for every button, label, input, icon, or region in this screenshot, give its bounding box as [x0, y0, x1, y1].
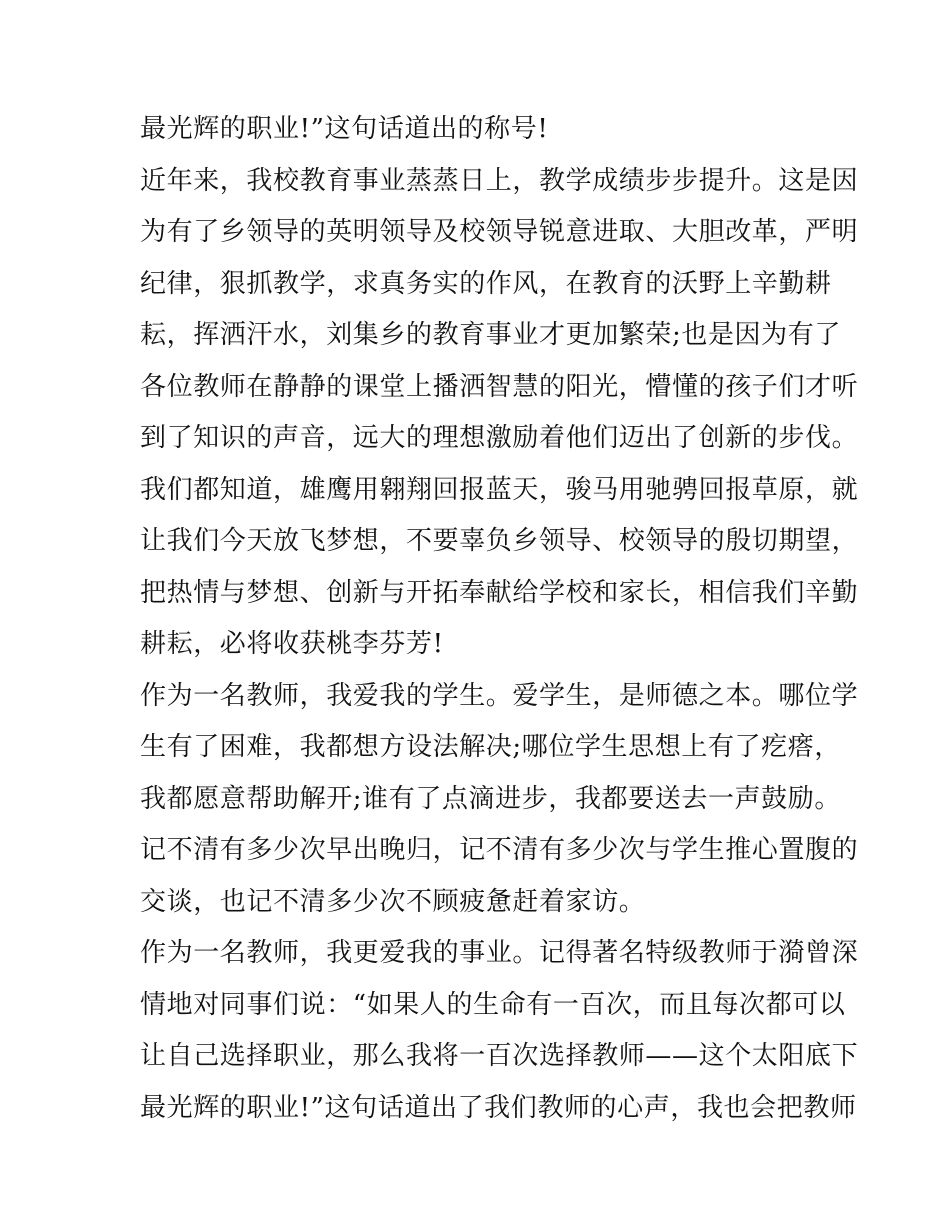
- text-line: 到了知识的声音，远大的理想激励着他们迈出了创新的步伐。: [140, 423, 859, 453]
- text-line: 让自己选择职业，那么我将一百次选择教师——这个太阳底下: [140, 1041, 859, 1071]
- text-line: 最光辉的职业!”这句话道出了我们教师的心声，我也会把教师: [140, 1092, 857, 1123]
- text-line: 情地对同事们说：“如果人的生命有一百次，而且每次都可以: [140, 989, 846, 1020]
- text-line: 近年来，我校教育事业蒸蒸日上，教学成绩步步提升。这是因: [140, 165, 859, 196]
- text-line: 各位教师在静静的课堂上播洒智慧的阳光，懵懂的孩子们才听: [140, 371, 859, 402]
- text-line: 最光辉的职业!”这句话道出的称号!: [140, 114, 549, 144]
- text-line: 交谈，也记不清多少次不顾疲惫赶着家访。: [140, 886, 646, 917]
- document-body: [140, 104, 859, 1134]
- text-line: 耕耘，必将收获桃李芬芳!: [140, 629, 444, 659]
- text-line: 生有了困难，我都想方设法解决;哪位学生思想上有了疙瘩，: [140, 732, 841, 762]
- text-line: 记不清有多少次早出晚归，记不清有多少次与学生推心置腹的: [140, 835, 859, 865]
- text-line: 作为一名教师，我爱我的学生。爱学生，是师德之本。哪位学: [140, 680, 859, 711]
- text-line: 把热情与梦想、创新与开拓奉献给学校和家长，相信我们辛勤: [140, 577, 859, 608]
- text-line: 我都愿意帮助解开;谁有了点滴进步，我都要送去一声鼓励。: [140, 783, 841, 814]
- text-line: 纪律，狠抓教学，求真务实的作风，在教育的沃野上辛勤耕: [140, 268, 832, 299]
- text-line: 耘，挥洒汗水，刘集乡的教育事业才更加繁荣;也是因为有了: [140, 320, 841, 350]
- text-line: 作为一名教师，我更爱我的事业。记得著名特级教师于漪曾深: [140, 938, 859, 968]
- text-line: 为有了乡领导的英明领导及校领导锐意进取、大胆改革，严明: [140, 217, 859, 247]
- text-line: 让我们今天放飞梦想，不要辜负乡领导、校领导的殷切期望，: [140, 526, 859, 556]
- text-line: 我们都知道，雄鹰用翱翔回报蓝天，骏马用驰骋回报草原，就: [140, 474, 859, 505]
